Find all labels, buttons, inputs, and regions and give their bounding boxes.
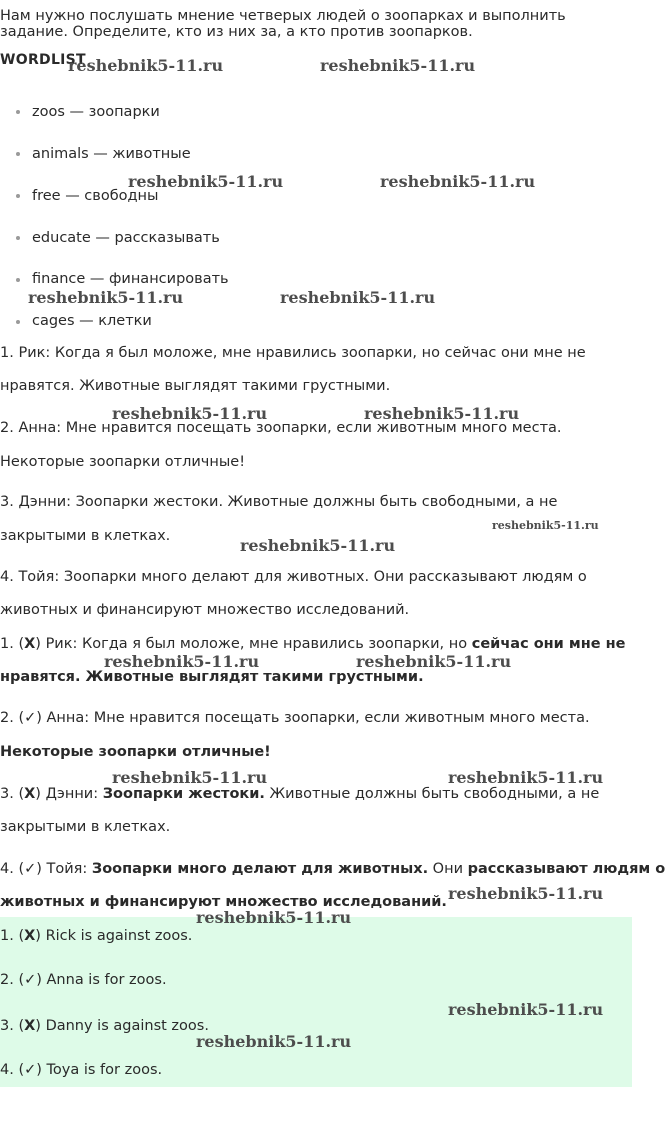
wordlist-title: WORDLIST	[0, 52, 86, 68]
wordlist-item: finance — финансировать	[32, 271, 229, 287]
translation-line: 2. Анна: Мне нравится посещать зоопарки, если животным много места.	[0, 420, 562, 436]
watermark: reshebnik5-11.ru	[128, 172, 284, 191]
translation-line: животных и финансируют множество исследований.	[0, 602, 410, 618]
bullet-icon	[16, 320, 20, 324]
watermark: reshebnik5-11.ru	[380, 172, 536, 191]
marked-line: 3. (X) Дэнни: Зоопарки жестоки. Животные должны быть свободными, а не	[0, 786, 600, 802]
wordlist-item: free — свободны	[32, 188, 159, 204]
watermark: reshebnik5-11.ru	[492, 519, 599, 532]
wordlist-item: zoos — зоопарки	[32, 104, 160, 120]
watermark: reshebnik5-11.ru	[104, 652, 260, 671]
marked-line: 4. (✓) Тойя: Зоопарки много делают для животных. Они рассказывают людям о	[0, 861, 665, 877]
intro-text-cut: задание. Определите, кто из них за, а кто против зоопарков.	[0, 24, 473, 40]
marked-line: закрытыми в клетках.	[0, 819, 171, 835]
marked-line: Некоторые зоопарки отличные!	[0, 744, 271, 760]
watermark: reshebnik5-11.ru	[448, 1000, 604, 1019]
watermark: reshebnik5-11.ru	[320, 56, 476, 75]
translation-line: 1. Рик: Когда я был моложе, мне нравились зоопарки, но сейчас они мне не	[0, 345, 586, 361]
translation-line: Некоторые зоопарки отличные!	[0, 454, 246, 470]
answer-line: 3. (X) Danny is against zoos.	[0, 1018, 209, 1034]
translation-line: 4. Тойя: Зоопарки много делают для животных. Они рассказывают людям о	[0, 569, 587, 585]
wordlist-item: animals — животные	[32, 146, 191, 162]
watermark: reshebnik5-11.ru	[112, 768, 268, 787]
wordlist-item: educate — рассказывать	[32, 230, 220, 246]
bullet-icon	[16, 236, 20, 240]
watermark: reshebnik5-11.ru	[356, 652, 512, 671]
translation-line: нравятся. Животные выглядят такими грустными.	[0, 378, 391, 394]
watermark: reshebnik5-11.ru	[196, 1032, 352, 1051]
watermark: reshebnik5-11.ru	[364, 404, 520, 423]
marked-line: 2. (✓) Анна: Мне нравится посещать зоопарки, если животным много места.	[0, 710, 590, 726]
intro-text: Нам нужно послушать мнение четверых людей о зоопарках и выполнить	[0, 8, 566, 24]
wordlist-item: cages — клетки	[32, 313, 152, 329]
translation-line: закрытыми в клетках.	[0, 528, 171, 544]
watermark: reshebnik5-11.ru	[112, 404, 268, 423]
watermark: reshebnik5-11.ru	[196, 908, 352, 927]
bullet-icon	[16, 194, 20, 198]
watermark: reshebnik5-11.ru	[448, 884, 604, 903]
bullet-icon	[16, 110, 20, 114]
watermark: reshebnik5-11.ru	[448, 768, 604, 787]
bullet-icon	[16, 152, 20, 156]
marked-line: 1. (X) Рик: Когда я был моложе, мне нравились зоопарки, но сейчас они мне не	[0, 636, 626, 652]
watermark: reshebnik5-11.ru	[68, 56, 224, 75]
watermark: reshebnik5-11.ru	[280, 288, 436, 307]
watermark: reshebnik5-11.ru	[240, 536, 396, 555]
answer-line: 1. (X) Rick is against zoos.	[0, 928, 193, 944]
answer-line: 2. (✓) Anna is for zoos.	[0, 972, 167, 988]
marked-line: животных и финансируют множество исследований.	[0, 894, 447, 910]
translation-line: 3. Дэнни: Зоопарки жестоки. Животные должны быть свободными, а не	[0, 494, 558, 510]
bullet-icon	[16, 278, 20, 282]
watermark: reshebnik5-11.ru	[28, 288, 184, 307]
answer-line: 4. (✓) Toya is for zoos.	[0, 1062, 163, 1078]
marked-line: нравятся. Животные выглядят такими грустными.	[0, 669, 424, 685]
